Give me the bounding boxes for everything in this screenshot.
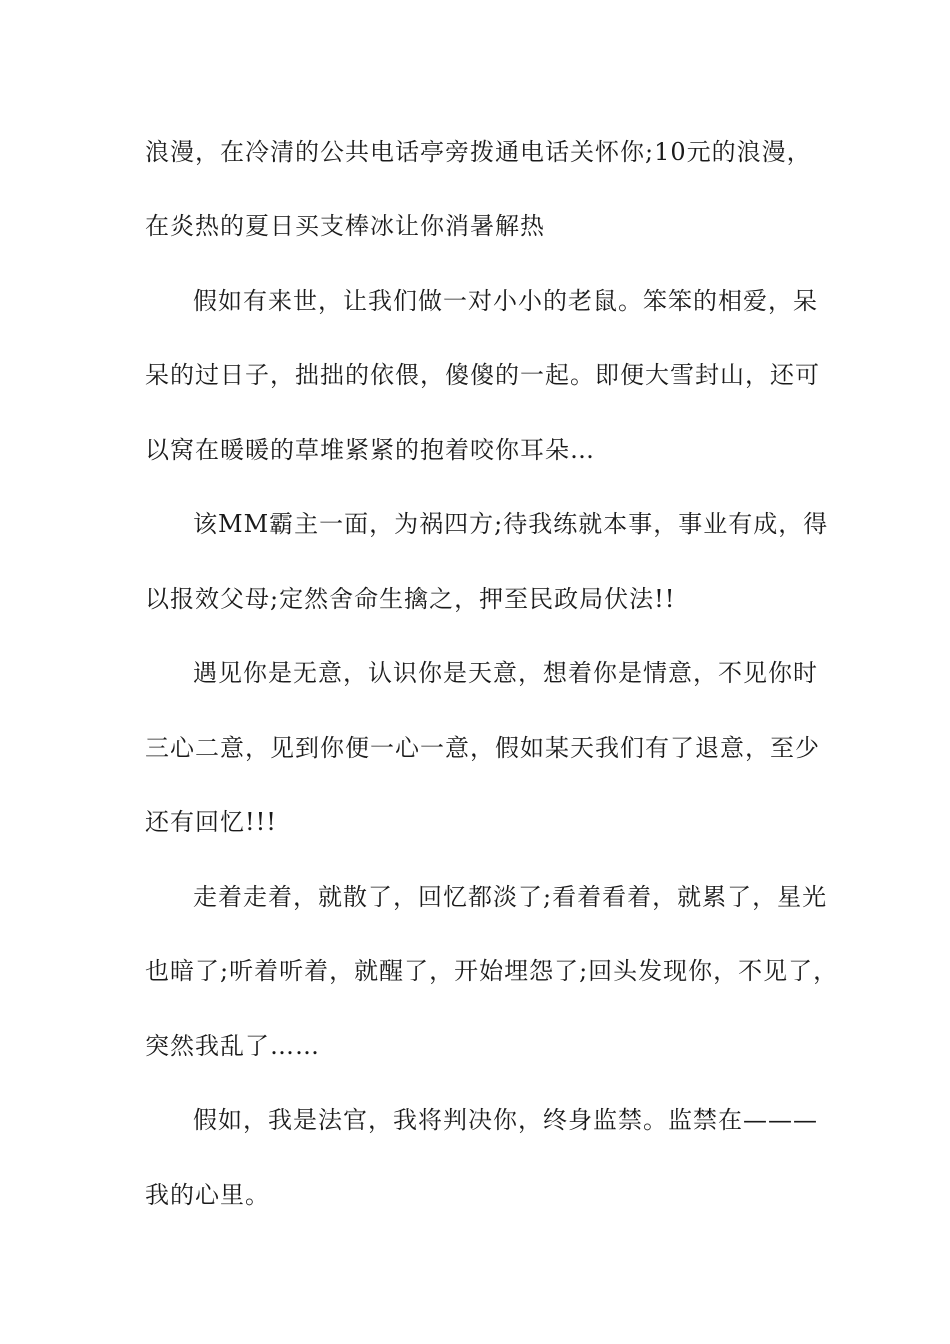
paragraph-first-line: 遇见你是无意，认识你是天意，想着你是情意，不见你时 [193,659,818,687]
text-line: 以窝在暖暖的草堆紧紧的抱着咬你耳朵… [145,436,595,464]
text-line: 还有回忆!!! [145,808,277,836]
text-line: 在炎热的夏日买支棒冰让你消暑解热 [145,212,545,240]
text-line: 浪漫，在冷清的公共电话亭旁拨通电话关怀你;10元的浪漫， [145,138,812,166]
paragraph-first-line: 走着走着，就散了，回忆都淡了;看着看着，就累了，星光 [193,883,828,911]
text-line: 我的心里。 [145,1181,270,1209]
text-line: 呆的过日子，拙拙的依偎，傻傻的一起。即便大雪封山，还可 [145,361,820,389]
text-line: 也暗了;听着听着，就醒了，开始埋怨了;回头发现你，不见了， [145,957,839,985]
paragraph-first-line: 该MM霸主一面，为祸四方;待我练就本事，事业有成，得 [193,510,829,538]
text-line: 三心二意，见到你便一心一意，假如某天我们有了退意，至少 [145,734,820,762]
text-line: 突然我乱了…… [145,1032,320,1060]
paragraph-first-line: 假如有来世，让我们做一对小小的老鼠。笨笨的相爱，呆 [193,287,818,315]
paragraph-first-line: 假如，我是法官，我将判决你，终身监禁。监禁在——— [193,1106,818,1134]
text-line: 以报效父母;定然舍命生擒之，押至民政局伏法!! [145,585,676,613]
